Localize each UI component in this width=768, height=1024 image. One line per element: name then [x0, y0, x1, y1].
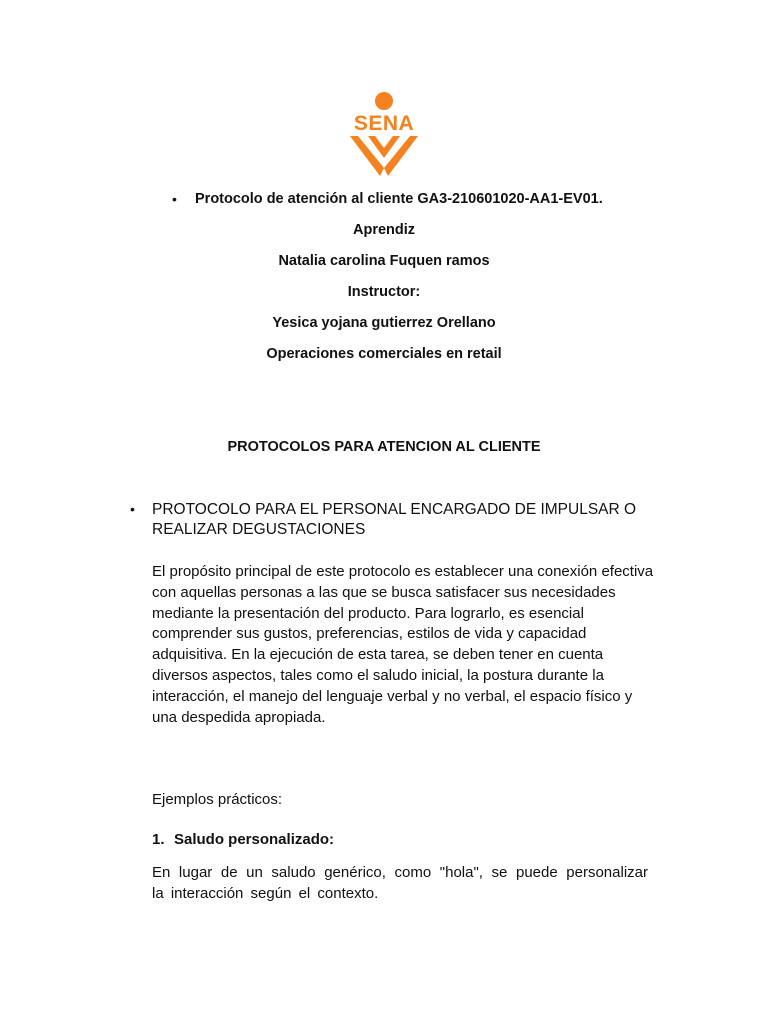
example-1-line: En lugar de un saludo genérico, como "hola", se puede personalizar	[152, 864, 648, 881]
instructor-name: Yesica yojana gutierrez Orellano	[272, 315, 496, 331]
role-label: Aprendiz	[352, 222, 416, 238]
protocol-paragraph	[152, 562, 660, 728]
paragraph-line: una despedida apropiada.	[152, 708, 326, 726]
example-1-text	[152, 862, 648, 904]
document-title: Protocolo de atención al cliente GA3-210601020-AA1-EV01.	[195, 191, 603, 207]
protocol-heading: PROTOCOLO PARA EL PERSONAL ENCARGADO DE IMPULSAR O REALIZAR DEGUSTACIONES	[152, 501, 637, 538]
paragraph-line: diversos aspectos, tales como el saludo inicial, la postura durante la	[152, 666, 604, 684]
instructor-label: Instructor:	[347, 284, 421, 300]
protocol-bullet: •	[130, 501, 135, 517]
section-title: PROTOCOLOS PARA ATENCION AL CLIENTE	[227, 439, 541, 455]
student-name: Natalia carolina Fuquen ramos	[278, 253, 490, 269]
paragraph-line: interacción, el manejo del lenguaje verbal y no verbal, el espacio físico y	[152, 687, 633, 705]
example-1-line: la interacción según el contexto.	[152, 885, 379, 902]
paragraph-line: mediante la presentación del producto. Para lograrlo, es esencial	[152, 604, 584, 622]
paragraph-line: El propósito principal de este protocolo es establecer una conexión efectiva	[152, 563, 654, 580]
example-1-heading	[152, 830, 334, 850]
title-bullet: •	[172, 191, 177, 207]
example-1-title: Saludo personalizado:	[174, 831, 335, 848]
paragraph-line: comprender sus gustos, preferencias, estilos de vida y capacidad	[152, 625, 587, 643]
example-1-number: 1.	[152, 831, 165, 848]
paragraph-line: adquisitiva. En la ejecución de esta tarea, se deben tener en cuenta	[152, 646, 604, 664]
sena-logo	[344, 90, 424, 178]
examples-label: Ejemplos prácticos:	[152, 791, 283, 808]
paragraph-line: con aquellas personas a las que se busca satisfacer sus necesidades	[152, 583, 616, 601]
svg-text:SENA: SENA	[353, 112, 415, 135]
program-name: Operaciones comerciales en retail	[266, 346, 502, 362]
